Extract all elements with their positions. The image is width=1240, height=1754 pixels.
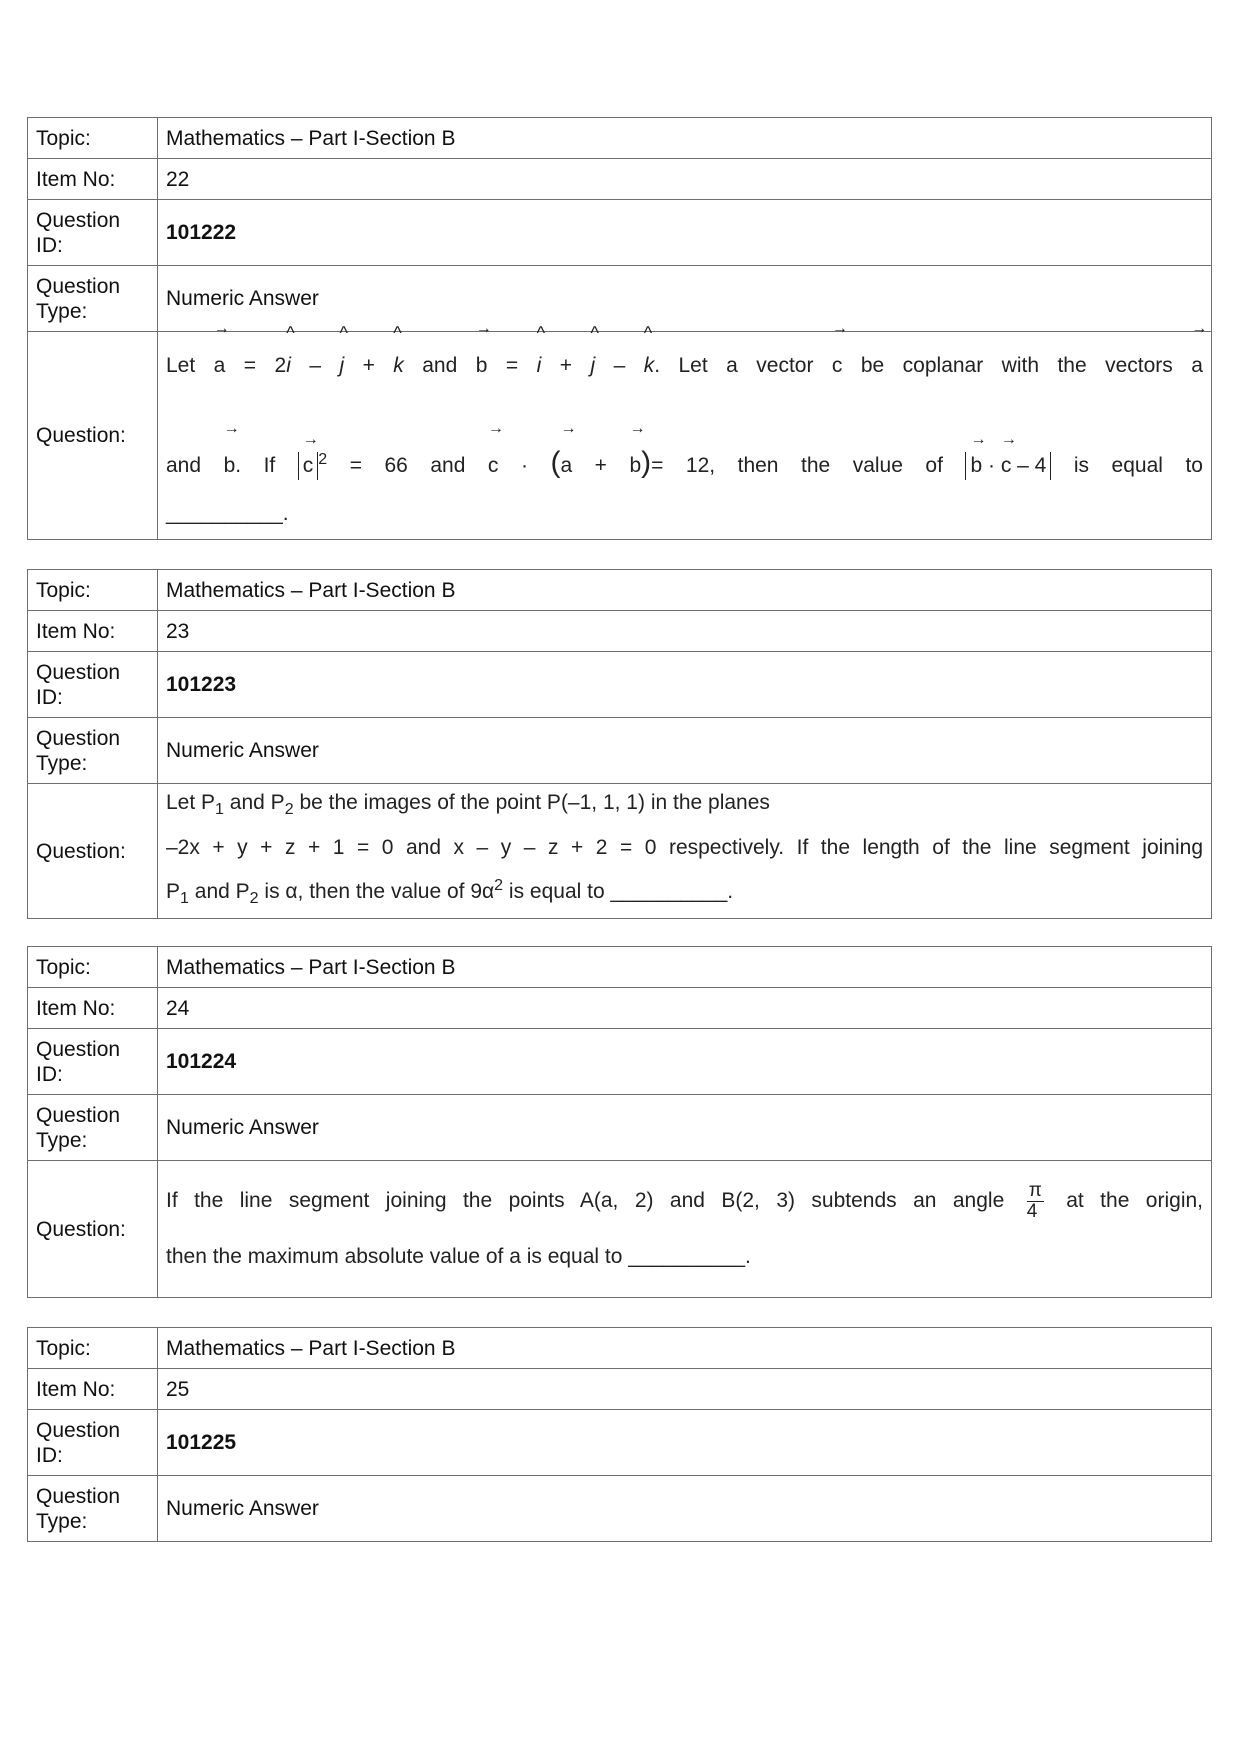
- q23-line-2: –2x + y + z + 1 = 0 and x – y – z + 2 = 0 respectively. If the length of the line segment joining: [166, 836, 1203, 860]
- q24-line-2: then the maximum absolute value of a is equal to __________.: [166, 1245, 751, 1268]
- vector-b-2: → b: [223, 419, 240, 477]
- topic-value: Mathematics – Part I-Section B: [158, 570, 1212, 611]
- abs-c: → c: [298, 452, 319, 480]
- topic-value: Mathematics – Part I-Section B: [158, 947, 1212, 988]
- q22-then: , then the value of: [709, 453, 943, 477]
- question-id-value: 101225: [158, 1410, 1212, 1476]
- q22-line-1: [166, 319, 1208, 391]
- question-label: Question:: [28, 332, 158, 540]
- topic-label: Topic:: [28, 570, 158, 611]
- q22-lparen: (: [550, 445, 561, 479]
- vector-a: → a: [213, 319, 230, 377]
- q22-eq66: = 66: [349, 453, 408, 477]
- vector-b-3: → b: [629, 419, 646, 477]
- q22-line-2: [166, 419, 1203, 491]
- q22-eq: =: [505, 353, 519, 377]
- question-id-value: 101223: [158, 652, 1212, 718]
- vector-c-2: → c: [487, 419, 504, 477]
- j-hat-2: ^ j: [590, 322, 599, 377]
- q23-line-1: Let $P_1$ and $P_2$ be the images of the point P(–1, 1, 1) in the planes: [166, 791, 770, 819]
- question-type-value: Numeric Answer: [158, 266, 1212, 332]
- q22-blank: __________.: [166, 501, 289, 525]
- topic-value: Mathematics – Part I-Section B: [158, 118, 1212, 159]
- question-id-value: 101222: [158, 200, 1212, 266]
- q22-and-2: and: [430, 453, 466, 477]
- question-id-label: Question ID:: [28, 1029, 158, 1095]
- item-no-value: 23: [158, 611, 1212, 652]
- topic-label: Topic:: [28, 947, 158, 988]
- k-hat: ^ k: [393, 322, 404, 377]
- question-type-label: Question Type:: [28, 266, 158, 332]
- question-id-value: 101224: [158, 1029, 1212, 1095]
- question-text-24: [158, 1161, 1212, 1298]
- topic-value: Mathematics – Part I-Section B: [158, 1328, 1212, 1369]
- abs-b-dot-c: → b · → c – 4: [965, 452, 1051, 480]
- q22-is-equal: is equal to: [1073, 453, 1203, 477]
- item-no-label: Item No:: [28, 988, 158, 1029]
- question-id-label: Question ID:: [28, 1410, 158, 1476]
- q22-minus: –: [309, 353, 321, 377]
- question-type-label: Question Type:: [28, 1476, 158, 1542]
- pi-over-4-fraction: $\frac{\pi}{4}$: [1026, 1179, 1042, 1222]
- vector-c: → c: [831, 319, 848, 377]
- question-card-24: [27, 946, 1212, 1298]
- q22-plus-3: +: [594, 453, 607, 477]
- j-hat: ^ j: [339, 322, 348, 377]
- q24-line-1: If the line segment joining the points A(a, 2) and B(2, 3) subtends an angle $\frac{\pi}{4}$ at the origin,: [166, 1179, 1203, 1222]
- i-hat: ^ i: [286, 322, 295, 377]
- item-no-value: 25: [158, 1369, 1212, 1410]
- q22-rparen: ): [641, 445, 652, 479]
- question-text-23: [158, 784, 1212, 919]
- vector-a-3: → a: [560, 419, 577, 477]
- q22-dot: ·: [520, 453, 528, 477]
- question-type-label: Question Type:: [28, 1095, 158, 1161]
- question-id-label: Question ID:: [28, 652, 158, 718]
- item-no-label: Item No:: [28, 159, 158, 200]
- question-label: Question:: [28, 784, 158, 919]
- i-hat-2: ^ i: [536, 322, 546, 377]
- item-no-label: Item No:: [28, 1369, 158, 1410]
- item-no-value: 22: [158, 159, 1212, 200]
- q22-a-eq: = 2: [243, 353, 287, 377]
- vector-b: → b: [475, 319, 492, 377]
- question-type-value: Numeric Answer: [158, 718, 1212, 784]
- q22-and-line2: and: [166, 453, 202, 477]
- question-card-25: [27, 1327, 1212, 1542]
- q22-plus: +: [362, 353, 375, 377]
- item-no-value: 24: [158, 988, 1212, 1029]
- k-hat-2: ^ k: [643, 322, 655, 377]
- topic-label: Topic:: [28, 118, 158, 159]
- question-id-label: Question ID:: [28, 200, 158, 266]
- q22-let-vector: . Let a vector: [654, 353, 814, 377]
- item-no-label: Item No:: [28, 611, 158, 652]
- q22-plus-2: +: [559, 353, 572, 377]
- q22-coplanar: be coplanar with the vectors: [860, 353, 1173, 377]
- q22-eq12: = 12: [651, 453, 710, 477]
- q22-dot-if: . If: [235, 453, 276, 477]
- q23-line-3: $P_1$ and $P_2$ is α, then the value of $9\alpha^2$ is equal to __________.: [166, 877, 734, 908]
- question-type-value: Numeric Answer: [158, 1476, 1212, 1542]
- question-type-value: Numeric Answer: [158, 1095, 1212, 1161]
- question-card-22: [27, 117, 1212, 540]
- q22-minus-2: –: [613, 353, 626, 377]
- topic-label: Topic:: [28, 1328, 158, 1369]
- question-card-23: [27, 569, 1212, 919]
- vector-a-2: → a: [1191, 319, 1208, 377]
- q22-let: Let: [166, 353, 196, 377]
- question-type-label: Question Type:: [28, 718, 158, 784]
- q22-square: 2: [318, 450, 328, 468]
- q22-and: and: [422, 353, 458, 377]
- question-label: Question:: [28, 1161, 158, 1298]
- question-text-22: [158, 319, 1212, 540]
